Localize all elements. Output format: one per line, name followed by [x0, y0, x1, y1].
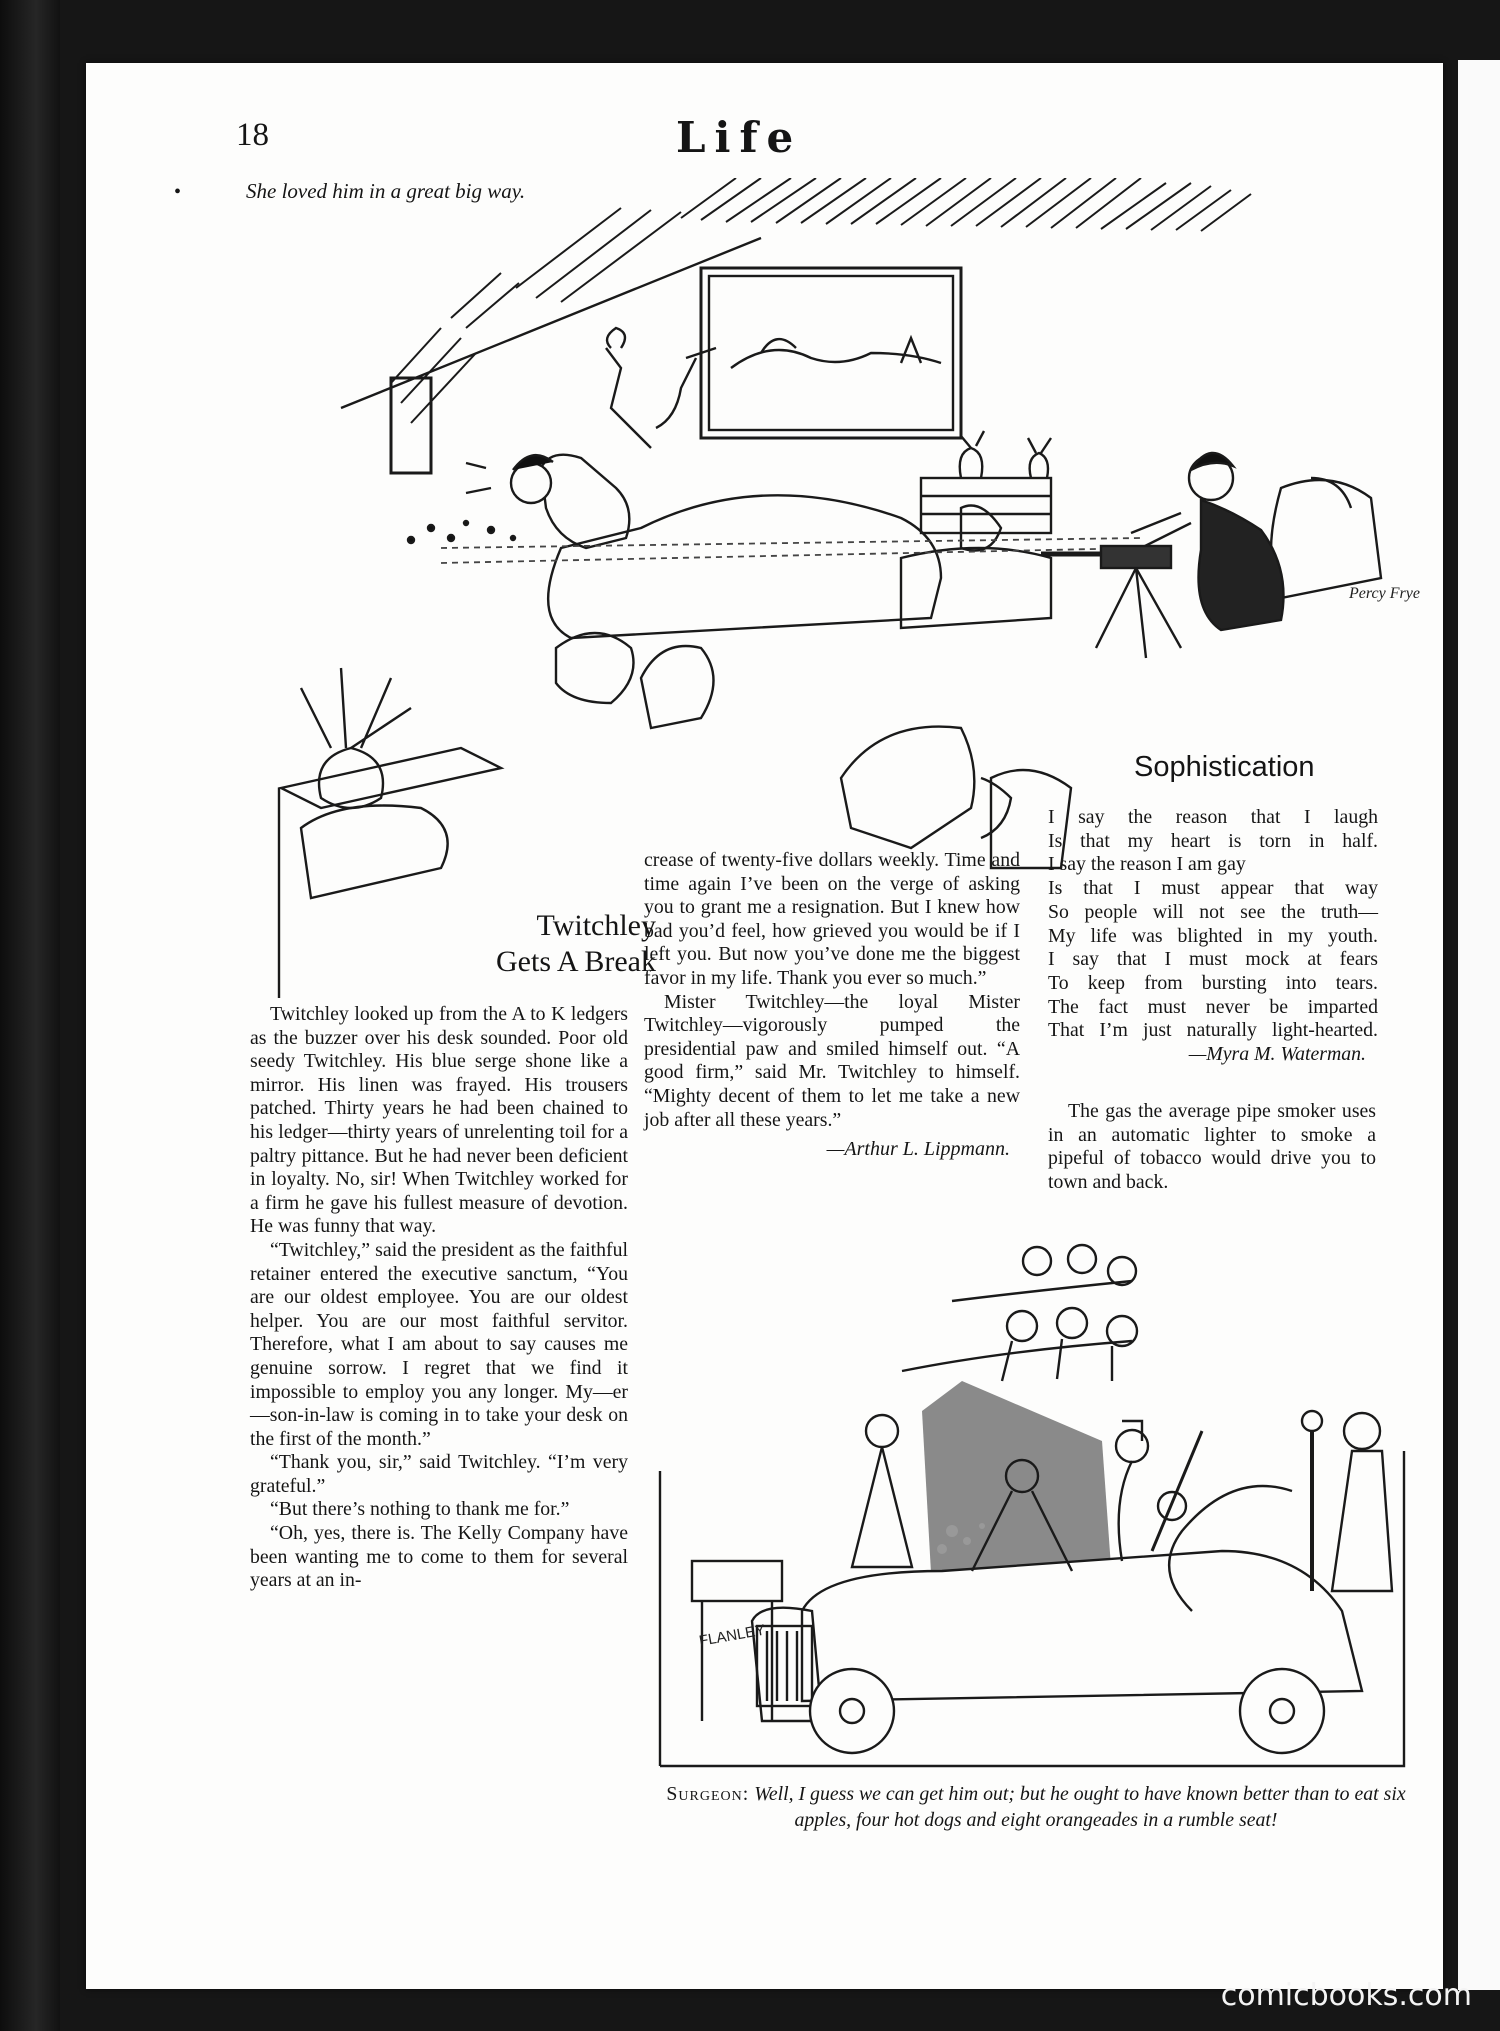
caption-text: Well, I guess we can get him out; but he ought to have known better than to eat six apples, four hot dogs and eight orangeades in a rumble seat! [754, 1783, 1406, 1831]
poem-line: So people will not see the truth— [1048, 900, 1378, 923]
article-paragraph: “Twitchley,” said the president as the faithful retainer entered the executive sanctum, “You are our oldest employee. You are our oldest helper. You are our most faithful servitor. Therefore, what I am about to say causes me genuine sorrow. I regret that we find it impossible to employ you any longer. My—er—son-in-law is coming in to take your desk on the first of the month.” [250, 1238, 628, 1450]
cartoon-top-caption: She loved him in a great big way. [246, 179, 526, 203]
article-paragraph: “Thank you, sir,” said Twitchley. “I’m very grateful.” [250, 1451, 628, 1497]
article-title [396, 908, 656, 980]
article-title-line1: Twitchley [536, 909, 656, 942]
article-paragraph: Twitchley looked up from the A to K ledgers as the buzzer over his desk sounded. Poor old seedy Twitchley. His blue serge shone like a mirror. His linen was frayed. His trousers patched. Thirty years he had been chained to his ledger—thirty years of unrelenting toil for a paltry pittance. But he had never been deficient in loyalty. No, sir! When Twitchley worked for a firm he gave his fullest measure of devotion. He was funny that way. [250, 1003, 628, 1238]
poem-line: Is that I must appear that way [1048, 877, 1378, 900]
magazine-page [86, 63, 1443, 1989]
poem-line: My life was blighted in my youth. [1048, 924, 1378, 947]
article-column-2 [644, 849, 1020, 1162]
surgeon-cartoon [652, 1231, 1412, 1771]
poem-body [1048, 806, 1378, 1067]
page-number: 18 [236, 117, 269, 153]
filler-paragraph [1048, 1100, 1376, 1194]
facing-page-edge [1458, 60, 1500, 1990]
poem-line: The fact must never be imparted [1048, 995, 1378, 1018]
filler-text: The gas the average pipe smoker uses in an automatic lighter to smoke a pipeful of tobacco would drive you to town and back. [1048, 1100, 1376, 1193]
article-paragraph: “But there’s nothing to thank me for.” [270, 1498, 570, 1521]
article-continuation: crease of twenty-five dollars weekly. Time and time again I’ve been on the verge of asking you to grant me a resignation. But I knew how bad you’d feel, how grieved you would be if I left you. But now you’ve done me the biggest favor in my life. Thank you ever so much.” [644, 849, 1020, 989]
article-paragraph: “Oh, yes, there is. The Kelly Company have been wanting me to come to them for several years at an in- [250, 1522, 628, 1592]
margin-dot: • [174, 181, 182, 203]
poem-title: Sophistication [1134, 751, 1315, 783]
poem-line: Is that my heart is torn in half. [1048, 829, 1378, 852]
article-title-line2: Gets A Break [496, 945, 656, 978]
poem-credit: —Myra M. Waterman. [1188, 1043, 1366, 1066]
poem-line: I say the reason I am gay [1048, 853, 1246, 876]
poem-line: That I’m just naturally light-hearted. [1048, 1019, 1378, 1042]
poem-line: To keep from bursting into tears. [1048, 971, 1378, 994]
article-column-1 [250, 1003, 628, 1593]
site-watermark: comicbooks.com [1220, 1978, 1472, 2013]
cartoon-bottom-caption [662, 1781, 1410, 1833]
caption-speaker: Surgeon: [666, 1783, 750, 1805]
poem-line: I say the reason that I laugh [1048, 806, 1378, 828]
poem-line: I say that I must mock at fears [1048, 948, 1378, 971]
article-continuation: Mister Twitchley—the loyal Mister Twitchley—vigorously pumped the presidential paw and smiled himself out. “A good firm,” said Mr. Twitchley to himself. “Mighty decent of them to let me take a new job after all these years.” [644, 990, 1020, 1131]
cartoon-top-signature: Percy Frye [1349, 585, 1420, 602]
masthead-logo: Life [676, 113, 803, 162]
cartoon-bottom-signature: FLANLEY [697, 1621, 767, 1650]
article-byline: —Arthur L. Lippmann. [826, 1138, 1010, 1161]
scan-border-left [0, 0, 60, 2031]
